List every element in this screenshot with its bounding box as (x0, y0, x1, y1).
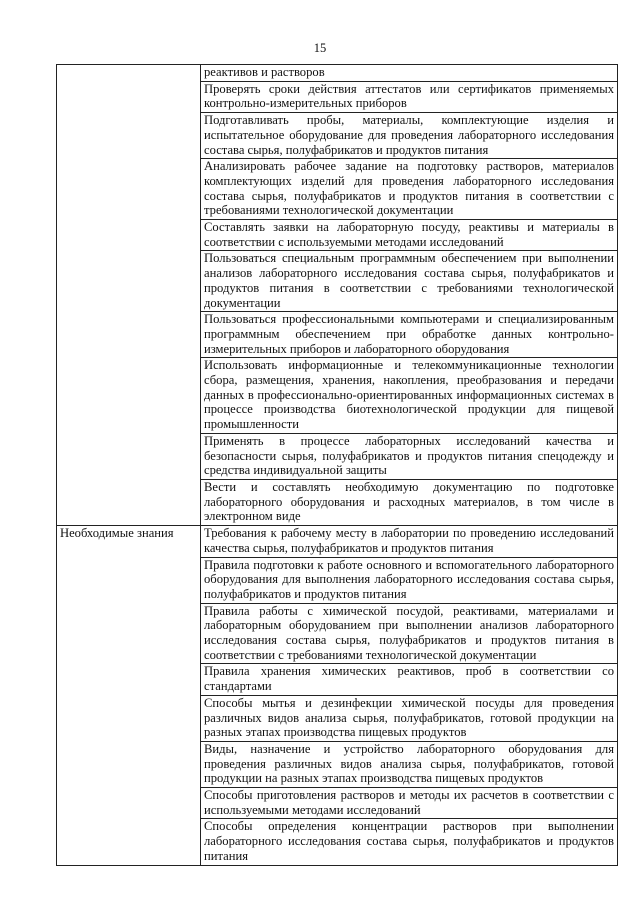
requirements-table-body (57, 65, 618, 866)
skills-item: Анализировать рабочее задание на подготовку растворов, материалов комплектующих изделий для проведения лабораторного исследования состава сырья, полуфабрикатов и продуктов питания в соответствии с требованиями технологической документации (201, 159, 618, 220)
knowledge-row (57, 526, 618, 557)
skills-item: Использовать информационные и телекоммуникационные технологии сбора, размещения, хранения, накопления, преобразования и передачи данных в профессионально-ориентированных информационных системах в процессе производства биотехнологической продукции для пищевой промышленности (201, 358, 618, 434)
skills-item: Подготавливать пробы, материалы, комплектующие изделия и испытательное оборудование для проведения лабораторного исследования состава сырья, полуфабрикатов и продуктов питания (201, 113, 618, 159)
knowledge-section-label-cell (57, 526, 201, 865)
knowledge-item: Способы приготовления растворов и методы их расчетов в соответствии с используемыми методами исследований (201, 788, 618, 819)
skills-item: реактивов и растворов (201, 65, 618, 82)
skills-item: Проверять сроки действия аттестатов или сертификатов применяемых контрольно-измерительных приборов (201, 81, 618, 112)
skills-item: Вести и составлять необходимую документацию по подготовке лабораторного оборудования и расходных материалов, в том числе в электронном виде (201, 479, 618, 525)
page-number: 15 (313, 41, 327, 55)
skills-item: Составлять заявки на лабораторную посуду, реактивы и материалы в соответствии с используемыми методами исследований (201, 220, 618, 251)
requirements-table (56, 64, 618, 866)
skills-item: Применять в процессе лабораторных исследований качества и безопасности сырья, полуфабрикатов и продуктов питания спецодежду и средства индивидуальной защиты (201, 433, 618, 479)
knowledge-item: Способы определения концентрации растворов при выполнении лабораторного исследования состава сырья, полуфабрикатов и продуктов питания (201, 819, 618, 865)
skills-item: Пользоваться профессиональными компьютерами и специализированным программным обеспечением при обработке данных контрольно-измерительных приборов и лабораторного оборудования (201, 312, 618, 358)
knowledge-item: Правила хранения химических реактивов, проб в соответствии со стандартами (201, 664, 618, 695)
knowledge-item: Требования к рабочему месту в лаборатории по проведению исследований качества сырья, полуфабрикатов и продуктов питания (201, 526, 618, 557)
knowledge-item: Способы мытья и дезинфекции химической посуды для проведения различных видов анализа сырья, полуфабрикатов, готовой продукции на разных этапах производства пищевых продуктов (201, 695, 618, 741)
knowledge-section-label: Необходимые знания (60, 526, 174, 541)
knowledge-item: Правила подготовки к работе основного и вспомогательного лабораторного оборудования для выполнения лабораторного исследования состава сырья, полуфабрикатов и продуктов питания (201, 557, 618, 603)
skills-item: Пользоваться специальным программным обеспечением при выполнении анализов лабораторного исследования состава сырья, полуфабрикатов и продуктов питания в соответствии с требованиями технологической документации (201, 251, 618, 312)
knowledge-item: Правила работы с химической посудой, реактивами, материалами и лабораторным оборудованием при выполнении анализов лабораторного исследования состава сырья, полуфабрикатов и продуктов питания в соответствии с требованиями технологической документации (201, 603, 618, 664)
skills-row (57, 65, 618, 82)
skills-section-label-cell (57, 65, 201, 526)
knowledge-item: Виды, назначение и устройство лабораторного оборудования для проведения различных видов анализа сырья, полуфабрикатов, готовой продукции на разных этапах производства пищевых продуктов (201, 741, 618, 787)
